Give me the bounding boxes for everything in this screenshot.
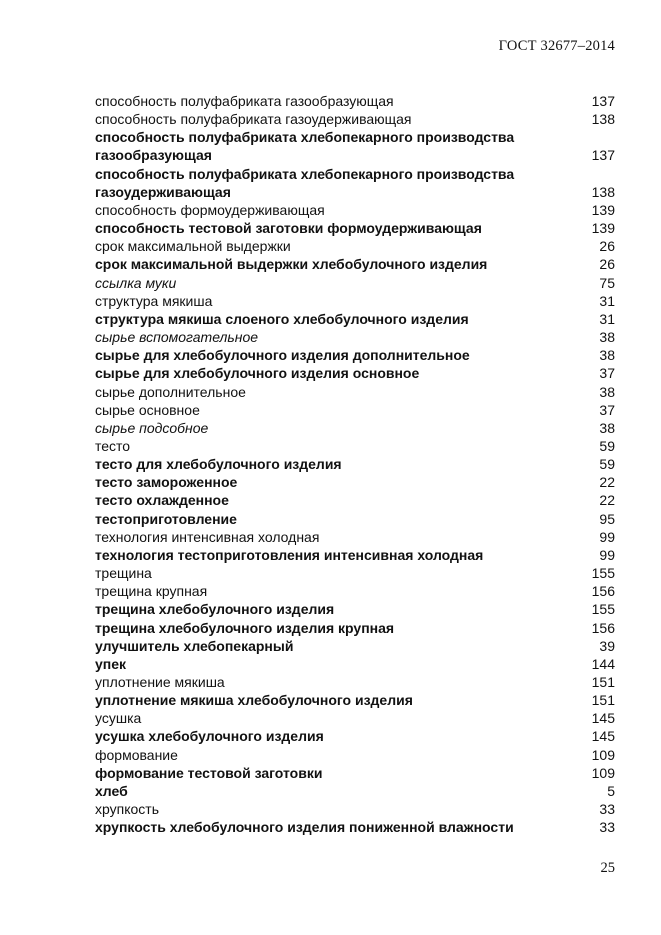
index-term: тестоприготовление	[95, 510, 237, 527]
index-entry	[95, 383, 615, 401]
index-entry	[95, 491, 615, 509]
index-term: способность полуфабриката хлебопекарного производства газоудерживающая	[95, 165, 515, 200]
index-page-ref: 138	[591, 183, 615, 200]
index-page-ref: 151	[591, 674, 615, 690]
index-term: трещина	[95, 565, 152, 582]
index-page-ref: 22	[599, 474, 615, 491]
index-entry	[95, 818, 615, 836]
index-term: сырье вспомогательное	[95, 329, 259, 346]
index-page-ref: 31	[599, 292, 615, 309]
index-term: формование	[95, 746, 178, 763]
index-term: хрупкость хлебобулочного изделия пониженной влажности	[95, 819, 514, 836]
index-entry	[95, 401, 615, 419]
index-page-ref: 33	[599, 801, 615, 818]
index-entry	[95, 201, 615, 219]
index-page-ref: 137	[591, 147, 615, 164]
index-entry	[95, 691, 615, 709]
index-term: способность полуфабриката хлебопекарного производства газообразующая	[95, 129, 515, 164]
index-entry	[95, 455, 615, 473]
index-term: трещина крупная	[95, 583, 208, 600]
index-entry	[95, 782, 615, 800]
index-term: хлеб	[95, 782, 128, 799]
index-page-ref: 38	[599, 329, 615, 346]
index-entry	[95, 727, 615, 745]
index-entry	[95, 800, 615, 818]
index-term: усушка хлебобулочного изделия	[95, 728, 324, 745]
index-page-ref: 75	[599, 274, 615, 291]
index-page-ref: 138	[591, 111, 615, 128]
index-entry	[95, 292, 615, 310]
index-page-ref: 26	[599, 256, 615, 273]
index-entry	[95, 582, 615, 600]
page-number: 25	[600, 860, 615, 876]
index-page-ref: 95	[599, 510, 615, 527]
index-entry	[95, 419, 615, 437]
index-page-ref: 38	[599, 383, 615, 400]
index-entry	[95, 310, 615, 328]
index-term: технология интенсивная холодная	[95, 528, 320, 545]
index-entry	[95, 546, 615, 564]
index-entry	[95, 110, 615, 128]
index-entry	[95, 437, 615, 455]
index-term: способность полуфабриката газоудерживающая	[95, 111, 412, 128]
index-page-ref: 37	[599, 401, 615, 418]
index-term: ссылка муки	[95, 274, 177, 291]
index-entry	[95, 764, 615, 782]
index-entry	[95, 528, 615, 546]
index-entry	[95, 328, 615, 346]
index-term: способность полуфабриката газообразующая	[95, 93, 394, 109]
index-page-ref: 33	[599, 819, 615, 836]
index-page-ref: 145	[591, 710, 615, 727]
index-entry	[95, 637, 615, 655]
index-entry	[95, 655, 615, 673]
index-entry	[95, 564, 615, 582]
index-term: упек	[95, 655, 127, 672]
index-page-ref: 155	[591, 601, 615, 618]
index-entry	[95, 255, 615, 273]
index-term: тесто замороженное	[95, 474, 238, 491]
index-entry	[95, 473, 615, 491]
index-term: сырье дополнительное	[95, 383, 246, 400]
index-entry	[95, 746, 615, 764]
index-entry	[95, 364, 615, 382]
index-entry	[95, 219, 615, 237]
index-entry	[95, 237, 615, 255]
index-term: трещина хлебобулочного изделия крупная	[95, 619, 395, 636]
index-entry	[95, 600, 615, 618]
index-term: уплотнение мякиша хлебобулочного изделия	[95, 692, 413, 709]
index-entry	[95, 165, 615, 201]
index-page-ref: 151	[591, 692, 615, 709]
index-page-ref: 26	[599, 238, 615, 255]
index-entry	[95, 619, 615, 637]
index-page-ref: 39	[599, 637, 615, 654]
index-entry	[95, 128, 615, 164]
index-page-ref: 59	[599, 437, 615, 454]
index-term: способность тестовой заготовки формоудерживающая	[95, 220, 482, 237]
index-term: сырье для хлебобулочного изделия основное	[95, 365, 420, 382]
document-header: ГОСТ 32677–2014	[498, 38, 615, 54]
index-term: сырье для хлебобулочного изделия дополнительное	[95, 347, 470, 364]
index-term: структура мякиша	[95, 292, 213, 309]
index-entry	[95, 673, 615, 691]
index-page-ref: 139	[591, 220, 615, 237]
index-page-ref: 137	[591, 93, 615, 109]
index-term: способность формоудерживающая	[95, 201, 325, 218]
index-page-ref: 139	[591, 201, 615, 218]
index-page-ref: 156	[591, 619, 615, 636]
index-page-ref: 31	[599, 310, 615, 327]
index-page-ref: 38	[599, 419, 615, 436]
index-term: сырье подсобное	[95, 419, 209, 436]
index-term: тесто охлажденное	[95, 492, 229, 509]
index-page-ref: 5	[607, 782, 615, 799]
index-page-ref: 144	[591, 655, 615, 672]
index-page-ref: 99	[599, 546, 615, 563]
index-page-ref: 109	[591, 764, 615, 781]
index-entry	[95, 92, 615, 110]
index-entry	[95, 274, 615, 292]
index-term: тесто для хлебобулочного изделия	[95, 456, 342, 473]
index-term: уплотнение мякиша	[95, 674, 225, 690]
index-term: трещина хлебобулочного изделия	[95, 601, 335, 618]
term-index	[95, 92, 615, 836]
index-entry	[95, 510, 615, 528]
index-page-ref: 156	[591, 583, 615, 600]
index-term: тесто	[95, 437, 131, 454]
index-page-ref: 37	[599, 365, 615, 382]
index-entry	[95, 709, 615, 727]
index-page-ref: 22	[599, 492, 615, 509]
index-term: усушка	[95, 710, 142, 727]
index-page-ref: 38	[599, 347, 615, 364]
index-page-ref: 155	[591, 565, 615, 582]
index-term: технология тестоприготовления интенсивная холодная	[95, 546, 484, 563]
index-term: структура мякиша слоеного хлебобулочного изделия	[95, 310, 469, 327]
index-entry	[95, 346, 615, 364]
index-page-ref: 99	[599, 528, 615, 545]
index-page-ref: 59	[599, 456, 615, 473]
index-term: сырье основное	[95, 401, 200, 418]
index-page-ref: 109	[591, 746, 615, 763]
index-term: срок максимальной выдержки хлебобулочного изделия	[95, 256, 488, 273]
index-term: срок максимальной выдержки	[95, 238, 291, 255]
index-term: хрупкость	[95, 801, 159, 818]
index-term: формование тестовой заготовки	[95, 764, 323, 781]
index-term: улучшитель хлебопекарный	[95, 637, 294, 654]
index-page-ref: 145	[591, 728, 615, 745]
